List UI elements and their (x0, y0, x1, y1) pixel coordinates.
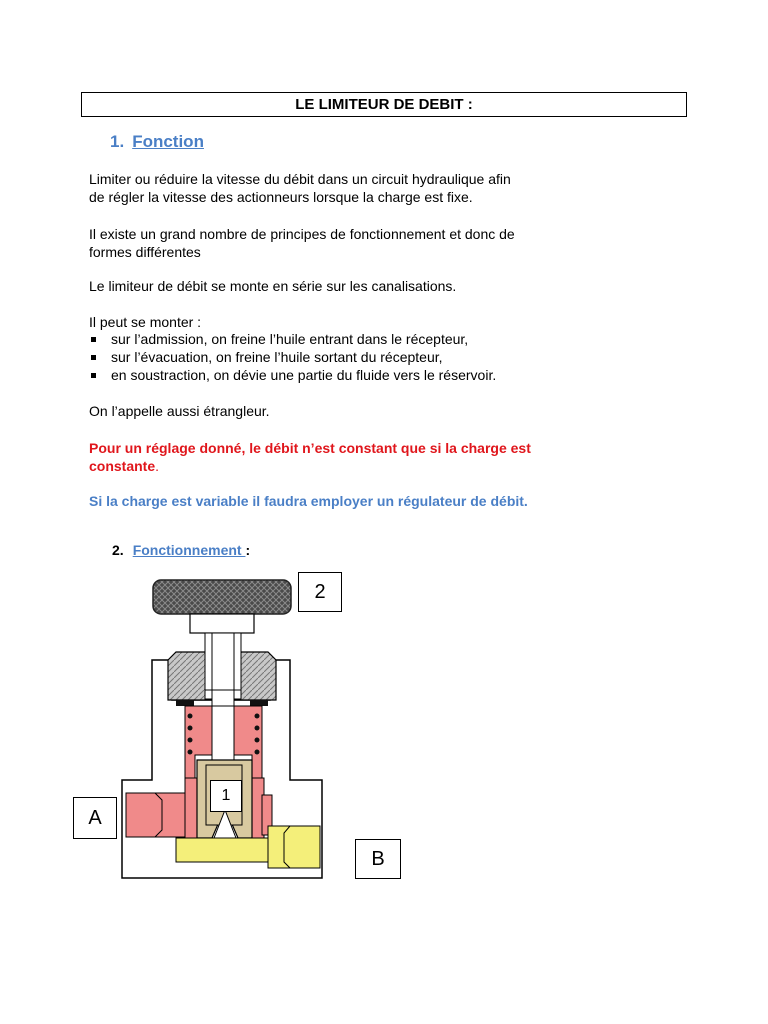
blue-note: Si la charge est variable il faudra employer un régulateur de débit. (89, 493, 528, 509)
list-item: sur l’évacuation, on freine l’huile sortant du récepteur, (89, 348, 496, 366)
inlet-port (126, 793, 186, 837)
paragraph-intro-list: Il peut se monter : (89, 314, 202, 330)
text-line: Limiter ou réduire la vitesse du débit dans un circuit hydraulique afin (89, 171, 511, 187)
section-number: 1. (110, 132, 125, 151)
inlet-bore (185, 778, 197, 838)
text-line: . (155, 458, 160, 474)
list-item: sur l’admission, on freine l’huile entrant dans le récepteur, (89, 330, 496, 348)
text-line: Il existe un grand nombre de principes de fonctionnement et donc de (89, 226, 515, 242)
text-line: de régler la vitesse des actionneurs lorsque la charge est fixe. (89, 189, 473, 205)
list-item: en soustraction, on dévie une partie du fluide vers le réservoir. (89, 366, 496, 384)
label-inlet: A (73, 797, 117, 839)
page-title: LE LIMITEUR DE DEBIT : (81, 92, 687, 117)
seal (176, 700, 194, 706)
paragraph-mounting: Le limiteur de débit se monte en série sur les canalisations. (89, 278, 457, 294)
spindle-segment (212, 706, 234, 766)
text-line: formes différentes (89, 244, 201, 260)
section-title: Fonctionnement (132, 542, 246, 558)
seal (250, 700, 268, 706)
adjustment-knob (153, 580, 291, 614)
knob-stem (190, 614, 254, 633)
label-needle: 1 (210, 780, 242, 812)
text-line: Pour un réglage donné, le débit n’est constant que si la charge est (89, 440, 531, 456)
paragraph-alias: On l’appelle aussi étrangleur. (89, 403, 270, 419)
text-line: constante (89, 458, 156, 474)
label-outlet: B (355, 839, 401, 879)
section-suffix: : (245, 542, 251, 558)
section-title: Fonction (132, 132, 204, 151)
outlet-port (268, 826, 320, 868)
section-number: 2. (112, 542, 124, 558)
label-knob: 2 (298, 572, 342, 612)
